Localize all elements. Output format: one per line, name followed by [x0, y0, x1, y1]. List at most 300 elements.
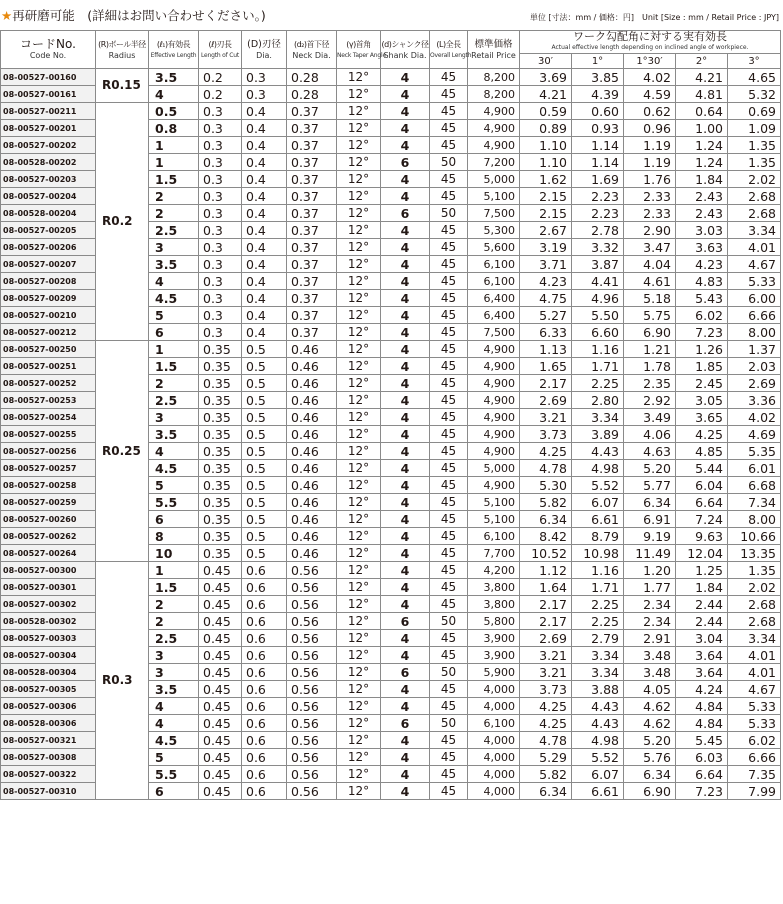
dia-cell: 0.5: [242, 494, 287, 511]
length-of-cut-cell: 0.45: [199, 783, 242, 800]
retail-price-cell: 4,900: [468, 409, 520, 426]
retail-price-cell: 4,900: [468, 477, 520, 494]
radius-cell: R0.3: [96, 562, 149, 800]
code-cell: 08-00527-00208: [1, 273, 96, 290]
overall-length-cell: 45: [430, 766, 468, 783]
retail-price-cell: 4,900: [468, 375, 520, 392]
work-length-cell: 6.90: [624, 324, 676, 341]
code-cell: 08-00527-00211: [1, 103, 96, 120]
dia-cell: 0.5: [242, 545, 287, 562]
overall-length-cell: 45: [430, 630, 468, 647]
overall-length-cell: 45: [430, 732, 468, 749]
length-of-cut-cell: 0.35: [199, 494, 242, 511]
overall-length-cell: 45: [430, 222, 468, 239]
length-of-cut-cell: 0.35: [199, 545, 242, 562]
effective-length-cell: 3.5: [149, 256, 199, 273]
retail-price-cell: 6,100: [468, 528, 520, 545]
title-text: 再研磨可能 (詳細はお問い合わせください。): [12, 8, 266, 23]
work-length-cell: 8.42: [520, 528, 572, 545]
neck-taper-angle-cell: 12°: [337, 392, 381, 409]
overall-length-cell: 45: [430, 171, 468, 188]
effective-length-cell: 2.5: [149, 630, 199, 647]
neck-taper-angle-cell: 12°: [337, 596, 381, 613]
work-length-cell: 2.44: [676, 596, 728, 613]
length-of-cut-cell: 0.3: [199, 307, 242, 324]
neck-taper-angle-cell: 12°: [337, 358, 381, 375]
shank-dia-cell: 4: [381, 545, 430, 562]
effective-length-cell: 1: [149, 137, 199, 154]
work-length-cell: 3.34: [572, 647, 624, 664]
header-angle: 3°: [728, 54, 781, 69]
code-cell: 08-00527-00306: [1, 698, 96, 715]
dia-cell: 0.4: [242, 171, 287, 188]
neck-taper-angle-cell: 12°: [337, 681, 381, 698]
work-length-cell: 6.02: [676, 307, 728, 324]
work-length-cell: 3.63: [676, 239, 728, 256]
work-length-cell: 4.69: [728, 426, 781, 443]
work-length-cell: 5.45: [676, 732, 728, 749]
dia-cell: 0.4: [242, 273, 287, 290]
length-of-cut-cell: 0.3: [199, 188, 242, 205]
overall-length-cell: 45: [430, 409, 468, 426]
neck-taper-angle-cell: 12°: [337, 137, 381, 154]
neck-taper-angle-cell: 12°: [337, 715, 381, 732]
work-length-cell: 5.33: [728, 715, 781, 732]
work-length-cell: 3.21: [520, 647, 572, 664]
neck-taper-angle-cell: 12°: [337, 120, 381, 137]
effective-length-cell: 2: [149, 613, 199, 630]
header-angle: 30′: [520, 54, 572, 69]
neck-dia-cell: 0.56: [287, 596, 337, 613]
work-length-cell: 0.93: [572, 120, 624, 137]
work-length-cell: 6.00: [728, 290, 781, 307]
work-length-cell: 3.04: [676, 630, 728, 647]
work-length-cell: 6.07: [572, 494, 624, 511]
shank-dia-cell: 4: [381, 307, 430, 324]
dia-cell: 0.6: [242, 766, 287, 783]
work-length-cell: 4.25: [520, 715, 572, 732]
overall-length-cell: 50: [430, 664, 468, 681]
work-length-cell: 3.69: [520, 69, 572, 86]
length-of-cut-cell: 0.2: [199, 69, 242, 86]
code-cell: 08-00527-00310: [1, 783, 96, 800]
work-length-cell: 2.02: [728, 579, 781, 596]
retail-price-cell: 5,600: [468, 239, 520, 256]
dia-cell: 0.5: [242, 426, 287, 443]
header-angle: 1°30′: [624, 54, 676, 69]
retail-price-cell: 5,300: [468, 222, 520, 239]
work-length-cell: 6.64: [676, 766, 728, 783]
work-length-cell: 8.79: [572, 528, 624, 545]
work-length-cell: 3.88: [572, 681, 624, 698]
work-length-cell: 2.23: [572, 188, 624, 205]
work-length-cell: 4.63: [624, 443, 676, 460]
effective-length-cell: 3.5: [149, 69, 199, 86]
retail-price-cell: 5,100: [468, 511, 520, 528]
work-length-cell: 2.02: [728, 171, 781, 188]
shank-dia-cell: 4: [381, 290, 430, 307]
shank-dia-cell: 4: [381, 120, 430, 137]
code-cell: 08-00527-00321: [1, 732, 96, 749]
overall-length-cell: 45: [430, 103, 468, 120]
neck-dia-cell: 0.37: [287, 171, 337, 188]
neck-dia-cell: 0.37: [287, 120, 337, 137]
code-cell: 08-00527-00205: [1, 222, 96, 239]
dia-cell: 0.6: [242, 749, 287, 766]
work-length-cell: 5.29: [520, 749, 572, 766]
retail-price-cell: 3,800: [468, 596, 520, 613]
dia-cell: 0.3: [242, 69, 287, 86]
work-length-cell: 1.25: [676, 562, 728, 579]
retail-price-cell: 6,400: [468, 307, 520, 324]
dia-cell: 0.5: [242, 409, 287, 426]
work-length-cell: 2.78: [572, 222, 624, 239]
effective-length-cell: 1: [149, 341, 199, 358]
neck-dia-cell: 0.46: [287, 545, 337, 562]
work-length-cell: 3.65: [676, 409, 728, 426]
retail-price-cell: 7,500: [468, 205, 520, 222]
effective-length-cell: 4: [149, 273, 199, 290]
overall-length-cell: 45: [430, 545, 468, 562]
effective-length-cell: 3: [149, 664, 199, 681]
overall-length-cell: 45: [430, 307, 468, 324]
neck-taper-angle-cell: 12°: [337, 324, 381, 341]
work-length-cell: 5.82: [520, 494, 572, 511]
work-length-cell: 6.34: [624, 766, 676, 783]
neck-taper-angle-cell: 12°: [337, 698, 381, 715]
header-work-angle: ワーク勾配角に対する実有効長 Actual effective length depending on inclined angle of workpiece.: [520, 31, 781, 54]
work-length-cell: 1.77: [624, 579, 676, 596]
work-length-cell: 2.45: [676, 375, 728, 392]
work-length-cell: 1.21: [624, 341, 676, 358]
neck-dia-cell: 0.46: [287, 528, 337, 545]
work-length-cell: 0.96: [624, 120, 676, 137]
neck-taper-angle-cell: 12°: [337, 528, 381, 545]
work-length-cell: 1.19: [624, 137, 676, 154]
neck-dia-cell: 0.37: [287, 205, 337, 222]
retail-price-cell: 4,000: [468, 766, 520, 783]
work-length-cell: 5.52: [572, 749, 624, 766]
work-length-cell: 4.25: [520, 698, 572, 715]
shank-dia-cell: 4: [381, 137, 430, 154]
effective-length-cell: 1.5: [149, 358, 199, 375]
work-length-cell: 3.47: [624, 239, 676, 256]
work-length-cell: 4.23: [520, 273, 572, 290]
overall-length-cell: 45: [430, 375, 468, 392]
neck-taper-angle-cell: 12°: [337, 341, 381, 358]
work-length-cell: 3.03: [676, 222, 728, 239]
work-length-cell: 2.17: [520, 596, 572, 613]
retail-price-cell: 4,000: [468, 783, 520, 800]
work-length-cell: 6.60: [572, 324, 624, 341]
overall-length-cell: 45: [430, 120, 468, 137]
shank-dia-cell: 4: [381, 426, 430, 443]
code-cell: 08-00527-00204: [1, 188, 96, 205]
work-length-cell: 1.37: [728, 341, 781, 358]
effective-length-cell: 4.5: [149, 732, 199, 749]
work-length-cell: 2.69: [728, 375, 781, 392]
work-length-cell: 4.01: [728, 664, 781, 681]
shank-dia-cell: 6: [381, 613, 430, 630]
header-neck-dia: (d₂)首下径 Neck Dia.: [287, 31, 337, 69]
effective-length-cell: 2: [149, 596, 199, 613]
work-length-cell: 5.77: [624, 477, 676, 494]
dia-cell: 0.4: [242, 205, 287, 222]
length-of-cut-cell: 0.45: [199, 613, 242, 630]
work-length-cell: 6.91: [624, 511, 676, 528]
length-of-cut-cell: 0.45: [199, 562, 242, 579]
dia-cell: 0.4: [242, 154, 287, 171]
shank-dia-cell: 4: [381, 256, 430, 273]
length-of-cut-cell: 0.45: [199, 647, 242, 664]
overall-length-cell: 45: [430, 341, 468, 358]
work-length-cell: 2.17: [520, 613, 572, 630]
shank-dia-cell: 4: [381, 647, 430, 664]
work-length-cell: 3.73: [520, 681, 572, 698]
neck-dia-cell: 0.37: [287, 256, 337, 273]
length-of-cut-cell: 0.45: [199, 630, 242, 647]
length-of-cut-cell: 0.3: [199, 290, 242, 307]
work-length-cell: 4.25: [520, 443, 572, 460]
radius-cell: R0.15: [96, 69, 149, 103]
retail-price-cell: 4,000: [468, 698, 520, 715]
work-length-cell: 7.99: [728, 783, 781, 800]
dia-cell: 0.6: [242, 579, 287, 596]
work-length-cell: 4.21: [676, 69, 728, 86]
dia-cell: 0.4: [242, 188, 287, 205]
length-of-cut-cell: 0.3: [199, 137, 242, 154]
work-length-cell: 6.61: [572, 783, 624, 800]
neck-dia-cell: 0.46: [287, 375, 337, 392]
work-length-cell: 4.75: [520, 290, 572, 307]
shank-dia-cell: 4: [381, 681, 430, 698]
length-of-cut-cell: 0.3: [199, 239, 242, 256]
effective-length-cell: 1.5: [149, 171, 199, 188]
work-length-cell: 6.66: [728, 749, 781, 766]
code-cell: 08-00527-00301: [1, 579, 96, 596]
shank-dia-cell: 4: [381, 596, 430, 613]
length-of-cut-cell: 0.45: [199, 596, 242, 613]
neck-dia-cell: 0.56: [287, 698, 337, 715]
work-length-cell: 5.43: [676, 290, 728, 307]
code-cell: 08-00527-00207: [1, 256, 96, 273]
work-length-cell: 1.10: [520, 154, 572, 171]
shank-dia-cell: 4: [381, 392, 430, 409]
effective-length-cell: 2.5: [149, 222, 199, 239]
shank-dia-cell: 4: [381, 698, 430, 715]
work-length-cell: 2.92: [624, 392, 676, 409]
overall-length-cell: 45: [430, 562, 468, 579]
work-length-cell: 12.04: [676, 545, 728, 562]
work-length-cell: 4.62: [624, 698, 676, 715]
shank-dia-cell: 4: [381, 358, 430, 375]
effective-length-cell: 1.5: [149, 579, 199, 596]
retail-price-cell: 7,500: [468, 324, 520, 341]
overall-length-cell: 45: [430, 324, 468, 341]
work-length-cell: 4.83: [676, 273, 728, 290]
effective-length-cell: 0.5: [149, 103, 199, 120]
effective-length-cell: 3: [149, 239, 199, 256]
length-of-cut-cell: 0.45: [199, 579, 242, 596]
neck-taper-angle-cell: 12°: [337, 647, 381, 664]
code-cell: 08-00527-00203: [1, 171, 96, 188]
code-cell: 08-00527-00308: [1, 749, 96, 766]
work-length-cell: 5.52: [572, 477, 624, 494]
retail-price-cell: 4,900: [468, 443, 520, 460]
work-length-cell: 1.76: [624, 171, 676, 188]
length-of-cut-cell: 0.45: [199, 698, 242, 715]
length-of-cut-cell: 0.35: [199, 375, 242, 392]
length-of-cut-cell: 0.45: [199, 732, 242, 749]
neck-dia-cell: 0.46: [287, 409, 337, 426]
work-length-cell: 6.03: [676, 749, 728, 766]
neck-taper-angle-cell: 12°: [337, 273, 381, 290]
work-length-cell: 7.23: [676, 324, 728, 341]
work-length-cell: 3.34: [728, 630, 781, 647]
shank-dia-cell: 4: [381, 239, 430, 256]
work-length-cell: 3.19: [520, 239, 572, 256]
work-length-cell: 1.71: [572, 579, 624, 596]
work-length-cell: 0.62: [624, 103, 676, 120]
neck-taper-angle-cell: 12°: [337, 154, 381, 171]
retail-price-cell: 3,900: [468, 647, 520, 664]
table-row: [1, 562, 781, 579]
work-length-cell: 5.35: [728, 443, 781, 460]
spec-table: [0, 30, 781, 800]
length-of-cut-cell: 0.45: [199, 766, 242, 783]
neck-taper-angle-cell: 12°: [337, 630, 381, 647]
length-of-cut-cell: 0.35: [199, 511, 242, 528]
neck-dia-cell: 0.37: [287, 154, 337, 171]
neck-taper-angle-cell: 12°: [337, 256, 381, 273]
work-length-cell: 4.98: [572, 732, 624, 749]
dia-cell: 0.5: [242, 443, 287, 460]
work-length-cell: 5.32: [728, 86, 781, 103]
work-length-cell: 6.34: [520, 783, 572, 800]
dia-cell: 0.6: [242, 698, 287, 715]
work-length-cell: 3.89: [572, 426, 624, 443]
work-length-cell: 2.68: [728, 205, 781, 222]
neck-dia-cell: 0.37: [287, 290, 337, 307]
neck-dia-cell: 0.37: [287, 188, 337, 205]
length-of-cut-cell: 0.35: [199, 443, 242, 460]
effective-length-cell: 6: [149, 511, 199, 528]
work-length-cell: 2.44: [676, 613, 728, 630]
overall-length-cell: 50: [430, 154, 468, 171]
length-of-cut-cell: 0.45: [199, 715, 242, 732]
overall-length-cell: 45: [430, 528, 468, 545]
work-length-cell: 4.23: [676, 256, 728, 273]
overall-length-cell: 45: [430, 290, 468, 307]
neck-dia-cell: 0.37: [287, 273, 337, 290]
code-cell: 08-00527-00202: [1, 137, 96, 154]
neck-taper-angle-cell: 12°: [337, 222, 381, 239]
work-length-cell: 1.13: [520, 341, 572, 358]
work-length-cell: 2.68: [728, 613, 781, 630]
work-length-cell: 3.34: [572, 409, 624, 426]
work-length-cell: 6.02: [728, 732, 781, 749]
work-length-cell: 1.62: [520, 171, 572, 188]
work-length-cell: 3.32: [572, 239, 624, 256]
length-of-cut-cell: 0.35: [199, 477, 242, 494]
neck-taper-angle-cell: 12°: [337, 409, 381, 426]
code-cell: 08-00527-00259: [1, 494, 96, 511]
neck-dia-cell: 0.46: [287, 511, 337, 528]
work-length-cell: 6.61: [572, 511, 624, 528]
work-length-cell: 4.05: [624, 681, 676, 698]
work-length-cell: 2.90: [624, 222, 676, 239]
code-cell: 08-00527-00304: [1, 647, 96, 664]
dia-cell: 0.5: [242, 341, 287, 358]
work-length-cell: 0.60: [572, 103, 624, 120]
star-icon: ★: [1, 8, 13, 23]
work-length-cell: 2.25: [572, 375, 624, 392]
dia-cell: 0.6: [242, 681, 287, 698]
neck-taper-angle-cell: 12°: [337, 732, 381, 749]
neck-dia-cell: 0.56: [287, 579, 337, 596]
overall-length-cell: 45: [430, 477, 468, 494]
radius-cell: R0.25: [96, 341, 149, 562]
dia-cell: 0.5: [242, 392, 287, 409]
work-length-cell: 2.67: [520, 222, 572, 239]
work-length-cell: 5.82: [520, 766, 572, 783]
effective-length-cell: 5: [149, 749, 199, 766]
work-length-cell: 5.76: [624, 749, 676, 766]
work-length-cell: 4.61: [624, 273, 676, 290]
work-length-cell: 8.00: [728, 511, 781, 528]
header-effective-length: (ℓ₁)有効長 Effective Length: [149, 31, 199, 69]
work-length-cell: 1.35: [728, 137, 781, 154]
length-of-cut-cell: 0.35: [199, 460, 242, 477]
shank-dia-cell: 4: [381, 477, 430, 494]
work-length-cell: 4.02: [728, 409, 781, 426]
dia-cell: 0.6: [242, 732, 287, 749]
code-cell: 08-00527-00302: [1, 596, 96, 613]
work-length-cell: 4.43: [572, 698, 624, 715]
neck-taper-angle-cell: 12°: [337, 494, 381, 511]
retail-price-cell: 6,100: [468, 256, 520, 273]
work-length-cell: 4.25: [676, 426, 728, 443]
shank-dia-cell: 4: [381, 409, 430, 426]
neck-dia-cell: 0.56: [287, 664, 337, 681]
work-length-cell: 1.10: [520, 137, 572, 154]
neck-taper-angle-cell: 12°: [337, 562, 381, 579]
length-of-cut-cell: 0.3: [199, 103, 242, 120]
overall-length-cell: 45: [430, 137, 468, 154]
work-length-cell: 3.21: [520, 409, 572, 426]
neck-dia-cell: 0.56: [287, 630, 337, 647]
header-neck-taper: (γ)首角 Neck Taper Angle: [337, 31, 381, 69]
work-length-cell: 3.05: [676, 392, 728, 409]
overall-length-cell: 45: [430, 86, 468, 103]
length-of-cut-cell: 0.35: [199, 341, 242, 358]
neck-dia-cell: 0.46: [287, 426, 337, 443]
retail-price-cell: 4,000: [468, 732, 520, 749]
work-length-cell: 4.02: [624, 69, 676, 86]
code-cell: 08-00527-00254: [1, 409, 96, 426]
dia-cell: 0.4: [242, 222, 287, 239]
neck-taper-angle-cell: 12°: [337, 443, 381, 460]
length-of-cut-cell: 0.3: [199, 256, 242, 273]
header-code: コードNo. Code No.: [1, 31, 96, 69]
page-header: [0, 0, 783, 26]
dia-cell: 0.5: [242, 477, 287, 494]
code-cell: 08-00527-00212: [1, 324, 96, 341]
dia-cell: 0.4: [242, 120, 287, 137]
header-shank-dia: (d)シャンク径 Shank Dia.: [381, 31, 430, 69]
neck-taper-angle-cell: 12°: [337, 307, 381, 324]
neck-taper-angle-cell: 12°: [337, 511, 381, 528]
